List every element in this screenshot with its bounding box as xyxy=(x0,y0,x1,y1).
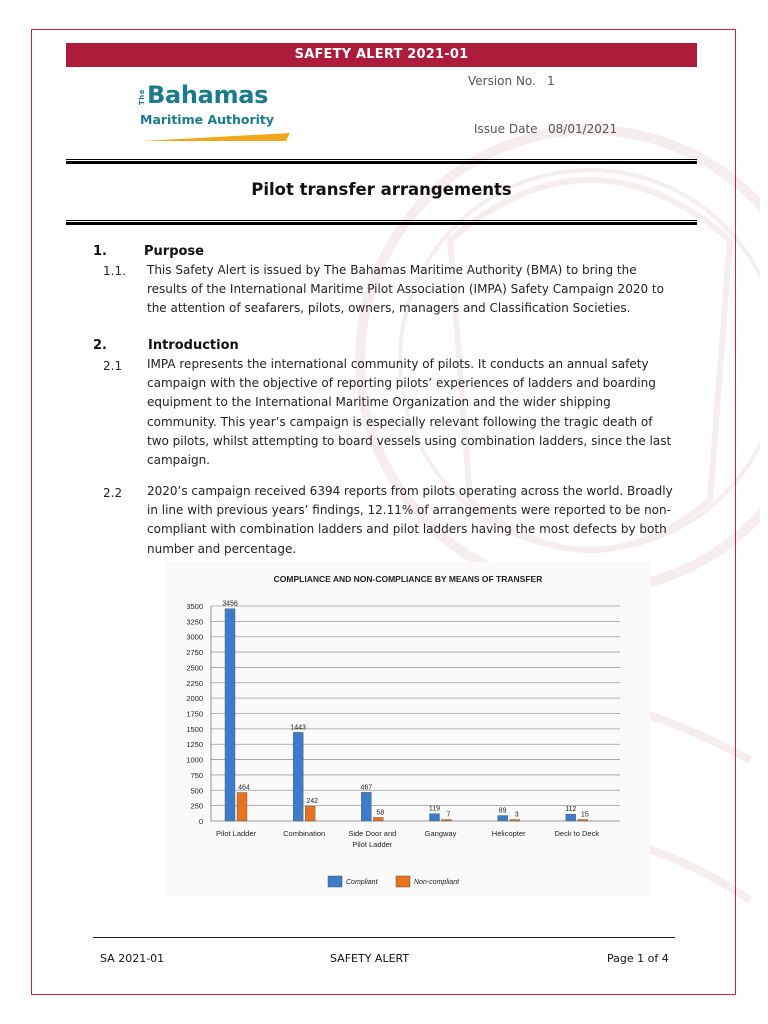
y-tick-label: 2750 xyxy=(186,648,203,658)
text-line: in line with previous years’ findings, 12.11% of arrangements were reported to be non- xyxy=(147,503,671,518)
paragraph-1-1-number: 1.1. xyxy=(103,264,126,278)
footer-title: SAFETY ALERT xyxy=(330,952,410,965)
y-tick-label: 1000 xyxy=(186,755,203,765)
data-label: 464 xyxy=(238,784,250,792)
data-label: 467 xyxy=(360,784,373,792)
y-tick-label: 2500 xyxy=(186,663,203,673)
legend-swatch xyxy=(328,876,342,887)
chart-title: COMPLIANCE AND NON-COMPLIANCE BY MEANS OF TRANSFER xyxy=(273,574,543,584)
paragraph-2-1-number: 2.1 xyxy=(103,359,123,373)
bar xyxy=(578,820,588,822)
footer-page-number: Page 1 of 4 xyxy=(607,952,669,965)
safety-alert-banner: SAFETY ALERT 2021-01 xyxy=(66,43,697,67)
logo-the: The xyxy=(138,89,146,106)
page-title: Pilot transfer arrangements xyxy=(251,180,512,199)
version-value: 1 xyxy=(547,74,555,88)
chart-svg xyxy=(166,562,650,896)
bar xyxy=(442,820,452,822)
legend-swatch xyxy=(396,876,410,887)
legend-label: Compliant xyxy=(346,879,378,886)
issue-date-label: Issue Date xyxy=(474,122,538,136)
x-tick-label: Gangway xyxy=(424,829,457,838)
version-label: Version No. xyxy=(468,74,536,88)
data-label: 1443 xyxy=(290,724,306,732)
x-tick-label: Pilot Ladder xyxy=(215,829,257,838)
text-line: This Safety Alert is issued by The Bahamas Maritime Authority (BMA) to bring the xyxy=(147,263,637,277)
text-line: compliant with combination ladders and pilot ladders having the most defects by both xyxy=(147,522,667,537)
y-tick-label: 2000 xyxy=(186,694,203,704)
x-tick-label: Helicopter xyxy=(491,829,526,838)
footer-doc-id: SA 2021-01 xyxy=(100,952,165,965)
issue-date-value: 08/01/2021 xyxy=(548,122,618,136)
legend-label: Non-compliant xyxy=(414,879,460,886)
data-label: 3 xyxy=(514,811,519,819)
bar xyxy=(498,816,508,821)
section-1-heading: Purpose xyxy=(144,244,204,259)
text-line: number and percentage. xyxy=(147,541,297,556)
y-tick-label: 250 xyxy=(190,801,203,811)
title-rule-bottom xyxy=(66,220,697,225)
x-tick-label: Side Door and xyxy=(348,829,397,838)
text-line: campaign. xyxy=(147,453,210,468)
x-tick-label: Combination xyxy=(283,829,326,838)
y-tick-label: 500 xyxy=(190,786,203,796)
y-tick-label: 3000 xyxy=(186,632,203,642)
y-tick-label: 1250 xyxy=(186,740,203,750)
text-line: two pilots, whilst attempting to board vessels using combination ladders, since the last xyxy=(147,433,672,448)
text-line: IMPA represents the international community of pilots. It conducts an annual safety xyxy=(147,357,649,371)
logo-subtitle: Maritime Authority xyxy=(140,112,275,127)
bar xyxy=(225,609,235,821)
bar xyxy=(430,814,440,821)
data-label: 112 xyxy=(565,806,577,814)
text-line: the attention of seafarers, pilots, owners, managers and Classification Societies. xyxy=(147,301,631,316)
compliance-chart xyxy=(166,562,650,896)
paragraph-1-1 xyxy=(147,261,679,319)
x-tick-label: Pilot Ladder xyxy=(352,840,393,849)
text-line: campaign with the objective of reporting pilots’ experiences of ladders and boarding xyxy=(147,376,656,391)
y-tick-label: 3500 xyxy=(186,602,203,611)
paragraph-2-2 xyxy=(147,482,679,559)
text-line: 2020’s campaign received 6394 reports from pilots operating across the world. Broadly xyxy=(147,484,673,498)
text-line: community. This year’s campaign is especially relevant following the tragic death of xyxy=(147,414,653,429)
y-tick-label: 0 xyxy=(198,817,203,826)
data-label: 89 xyxy=(498,807,507,815)
bar xyxy=(237,792,247,821)
data-label: 7 xyxy=(446,811,451,819)
data-label: 242 xyxy=(306,798,319,806)
logo-swoosh xyxy=(140,131,294,143)
data-label: 58 xyxy=(376,809,385,817)
y-tick-label: 1750 xyxy=(186,709,203,719)
text-line: equipment to the International Maritime Organization and the wider shipping xyxy=(147,395,611,410)
y-tick-label: 1500 xyxy=(186,724,203,734)
x-tick-label: Deck to Deck xyxy=(554,829,600,838)
data-label: 3456 xyxy=(222,600,238,608)
bar xyxy=(373,817,383,821)
version-row xyxy=(468,74,555,88)
title-rule-top xyxy=(66,159,697,164)
text-line: results of the International Maritime Pilot Association (IMPA) Safety Campaign 2020 to xyxy=(147,282,664,297)
paragraph-2-1 xyxy=(147,355,679,470)
data-label: 15 xyxy=(580,811,589,819)
section-1-number: 1. xyxy=(93,244,107,259)
bar xyxy=(293,732,303,821)
y-tick-label: 3250 xyxy=(186,617,203,627)
logo-name: Bahamas xyxy=(147,81,269,109)
bar xyxy=(566,814,576,821)
bma-logo xyxy=(138,81,298,143)
footer-rule xyxy=(93,937,675,938)
bar xyxy=(305,806,315,821)
section-2-number: 2. xyxy=(93,338,107,353)
bar xyxy=(510,820,520,822)
issue-date-row xyxy=(474,122,617,136)
section-2-heading: Introduction xyxy=(148,338,239,353)
data-label: 119 xyxy=(428,805,441,813)
bar xyxy=(361,792,371,821)
y-tick-label: 2250 xyxy=(186,678,203,688)
paragraph-2-2-number: 2.2 xyxy=(103,486,123,500)
y-tick-label: 750 xyxy=(190,770,203,780)
